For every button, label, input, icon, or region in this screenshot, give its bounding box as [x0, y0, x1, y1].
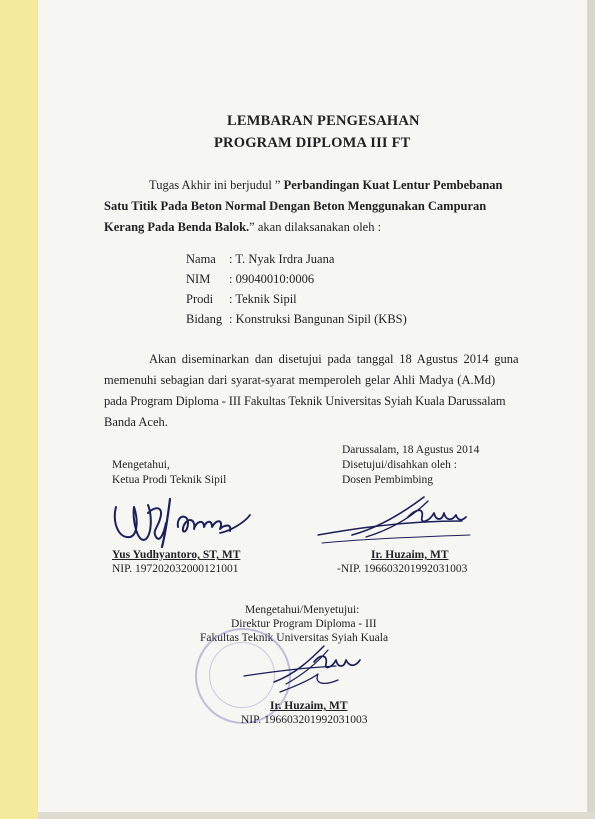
detail-value-nim: : 09040010:0006 [229, 272, 315, 286]
right-role: Dosen Pembimbing [342, 474, 434, 486]
thesis-title-part-1: Perbandingan Kuat Lentur Pembebanan [283, 178, 503, 192]
thesis-title-part-2: Satu Titik Pada Beton Normal Dengan Beton Menggunakan Campuran [104, 199, 487, 213]
right-signatory-nip: -NIP. 196603201992031003 [337, 563, 468, 575]
place-date: Darussalam, 18 Agustus 2014 [342, 444, 480, 456]
left-acknowledge-line: Mengetahui, [112, 459, 170, 471]
yellow-binding-strip [0, 0, 38, 819]
page-edge-right [587, 0, 595, 819]
paragraph-line-1: Akan diseminarkan dan disetujui pada tanggal 18 Agustus 2014 guna [149, 352, 519, 366]
right-approval-line: Disetujui/disahkan oleh : [342, 459, 457, 471]
detail-value-nama: : T. Nyak Irdra Juana [229, 252, 335, 266]
intro-prefix: Tugas Akhir ini berjudul ” [149, 178, 281, 192]
bottom-signature [240, 640, 370, 700]
thesis-title-part-3: Kerang Pada Benda Balok. [104, 220, 250, 234]
intro-line-1 [149, 178, 503, 193]
bottom-signatory-nip: NIP. 196603201992031003 [241, 714, 368, 726]
detail-value-prodi: : Teknik Sipil [229, 292, 297, 306]
paragraph-line-2: memenuhi sebagian dari syarat-syarat memperoleh gelar Ahli Madya (A.Md) [104, 373, 496, 387]
right-signatory-name: Ir. Huzaim, MT [371, 549, 449, 561]
detail-label-nama: Nama [186, 252, 216, 266]
bottom-signatory-name: Ir. Huzaim, MT [270, 700, 348, 712]
left-signatory-nip: NIP. 197202032000121001 [112, 563, 239, 575]
intro-line-3 [104, 220, 381, 235]
paragraph-line-4: Banda Aceh. [104, 415, 168, 429]
detail-label-prodi: Prodi [186, 292, 214, 306]
bottom-acknowledge-line: Mengetahui/Menyetujui: [245, 604, 360, 616]
left-signatory-name: Yus Yudhyantoro, ST, MT [112, 549, 241, 561]
bottom-faculty-line: Fakultas Teknik Universitas Syiah Kuala [200, 632, 389, 644]
detail-value-bidang: : Konstruksi Bangunan Sipil (KBS) [229, 312, 407, 326]
left-signature [108, 493, 258, 551]
page-edge-bottom [38, 812, 595, 819]
intro-suffix: ” akan dilaksanakan oleh : [249, 220, 382, 234]
left-role: Ketua Prodi Teknik Sipil [112, 474, 227, 486]
paragraph-line-3: pada Program Diploma - III Fakultas Teknik Universitas Syiah Kuala Darussalam [104, 394, 506, 408]
detail-label-nim: NIM [186, 272, 211, 286]
bottom-role-line: Direktur Program Diploma - III [231, 618, 377, 630]
title-line-2: PROGRAM DIPLOMA III FT [214, 135, 411, 151]
title-line-1: LEMBARAN PENGESAHAN [227, 113, 420, 129]
right-signature [312, 491, 477, 549]
detail-label-bidang: Bidang [186, 312, 223, 326]
